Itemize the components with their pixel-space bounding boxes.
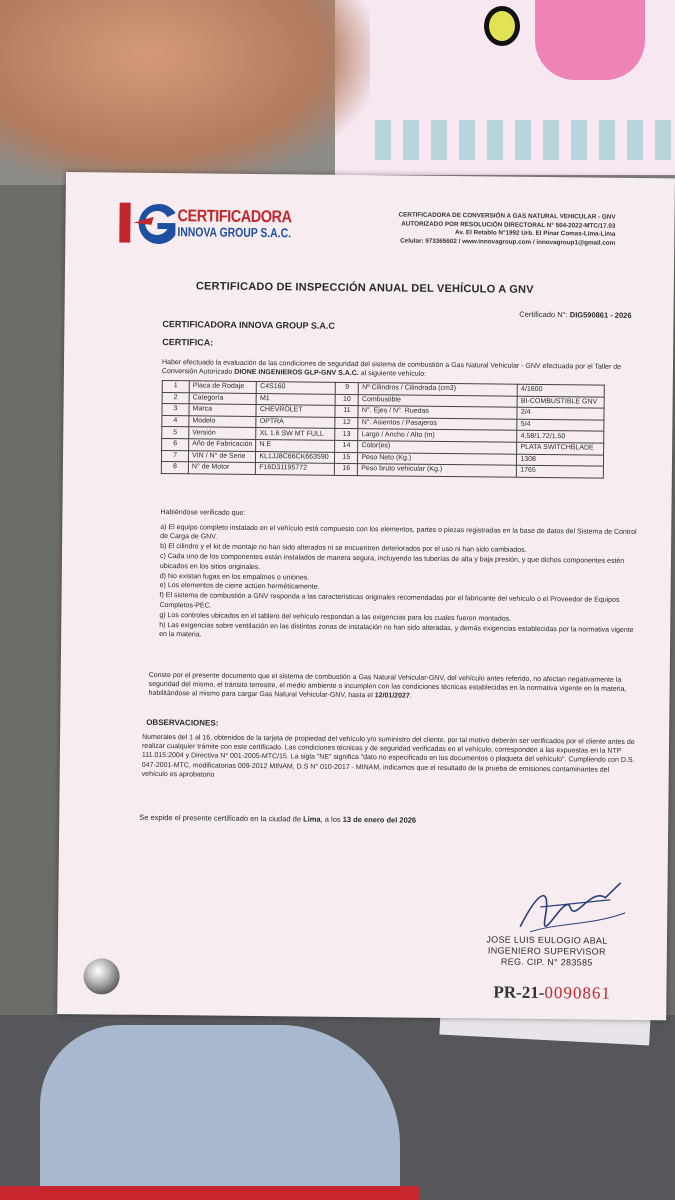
workshop-name: DIONE INGENIEROS GLP-GNV S.A.C. — [234, 368, 359, 378]
field-label-cell: N° de Motor — [188, 462, 255, 474]
row-number-cell: 16 — [335, 463, 358, 475]
logo-subtitle: INNOVA GROUP S.A.C. — [177, 224, 292, 241]
field-value-cell: N.E — [256, 439, 335, 451]
field-label-cell: Marca — [189, 404, 256, 416]
field-value-cell: 1765 — [517, 465, 604, 478]
row-number-cell: 9 — [336, 382, 359, 394]
field-label-cell: Placa de Rodaje — [189, 381, 256, 393]
cloth-pink-shape — [535, 0, 645, 80]
logo-name: CERTIFICADORA — [177, 206, 292, 227]
row-number-cell: 13 — [335, 429, 358, 441]
row-number-cell: 7 — [161, 450, 188, 462]
hand — [0, 0, 370, 185]
intro-paragraph — [162, 358, 632, 381]
row-number-cell: 2 — [162, 392, 189, 404]
issued-line — [139, 813, 416, 825]
observations-title: OBSERVACIONES: — [146, 717, 219, 728]
field-label-cell: N°. Asientos / Pasajeros — [358, 417, 517, 430]
field-value-cell: 1308 — [517, 454, 604, 467]
field-value-cell: BI-COMBUSTIBLE GNV — [517, 396, 604, 409]
issued-date: 13 de enero del 2026 — [342, 814, 417, 825]
verification-item: d) No existan fugas en los empalmes o uniones. — [159, 572, 310, 582]
field-label-cell: Combustible — [358, 394, 517, 407]
verification-item: h) Las exigencias sobre ventilación en las distintas zonas de instalación no han sido alteradas, y demás exigencias establecidas por la normativa vigente en la materia. — [159, 621, 634, 639]
field-value-cell: 5/4 — [517, 419, 604, 432]
field-value-cell: KL1JJ8C66CK663590 — [256, 451, 335, 463]
issued-pre: Se expide el presente certificado en la ciudad de — [139, 812, 302, 824]
document-title: CERTIFICADO DE INSPECCIÓN ANUAL DEL VEHÍCULO A GNV — [195, 280, 534, 296]
cloth-stripes — [375, 120, 675, 160]
certifying-company: CERTIFICADORA INNOVA GROUP S.A.C — [162, 319, 335, 331]
verification-title: Habiéndose verificado que: — [160, 509, 246, 517]
row-number-cell: 8 — [161, 462, 188, 474]
issued-city: Lima — [303, 814, 321, 824]
row-number-cell: 15 — [335, 452, 358, 464]
field-label-cell: Peso Neto (Kg.) — [358, 452, 517, 465]
field-value-cell: M1 — [256, 393, 335, 405]
row-number-cell: 5 — [162, 427, 189, 439]
certificate-document — [57, 172, 675, 1020]
red-strip — [0, 1186, 420, 1200]
intro-text: Haber efectuado la evaluación de las condiciones de seguridad del sistema de combustión a Gas Natural Vehicular - GNV efectuada por el Taller de Conversión Autorizado — [161, 359, 622, 376]
field-value-cell: C4S160 — [257, 382, 336, 394]
intro-end: al siguiente vehículo: — [360, 370, 427, 378]
patterned-cloth — [335, 0, 675, 175]
signer-role: INGENIERO SUPERVISOR — [487, 945, 606, 957]
verification-list — [159, 523, 638, 645]
serial-number — [493, 983, 611, 1004]
field-value-cell: 4/1600 — [518, 384, 605, 397]
signer-block — [472, 934, 622, 969]
verification-item: f) El sistema de combustión a GNV responda a las características originales recomendadas por el fabricante del vehículo o el Proveedor de Equipos Completos-PEC. — [159, 592, 620, 610]
row-number-cell: 6 — [162, 438, 189, 450]
verification-item: b) El cilindro y el kit de montaje no han sido alterados ni se encuentren deteriorados por el uso ni han sido cambiados. — [160, 543, 527, 555]
row-number-cell: 12 — [335, 417, 358, 429]
field-label-cell: Año de Fabricación — [189, 439, 256, 451]
field-value-cell: 4.58/1.72/1.50 — [517, 431, 604, 444]
signer-name: JOSE LUIS EULOGIO ABAL — [486, 934, 608, 946]
logo-text — [177, 207, 319, 240]
row-number-cell: 14 — [335, 440, 358, 452]
field-label-cell: Color(es) — [358, 441, 517, 454]
vehicle-table — [161, 380, 605, 478]
company-info-line: Av. El Retablo N°1992 Urb. El Pinar Comas-Lima-Lima — [455, 229, 616, 238]
certificate-number — [519, 310, 631, 320]
field-value-cell: CHEVROLET — [256, 405, 335, 417]
field-value-cell: PLATA SWITCHBLADE — [517, 442, 604, 455]
field-label-cell: Categoría — [189, 392, 256, 404]
row-number-cell: 10 — [335, 394, 358, 406]
validity-date: 12/01/2027 — [374, 692, 410, 701]
field-label-cell: Modelo — [189, 416, 256, 428]
conste-text: Conste por el presente documento que el sistema de combustión a Gas Natural Vehicular-GNV, del vehículo antes referido, no afectan negativamente la seguridad del mismo, el tránsito terrestre, el medio ambiente o incumplen con las condiciones técnicas establecidas en la normativa vigente en la materia, habilitándose al mismo para cargar Gas Natural Vehicular-GNV, hasta el — [148, 671, 627, 700]
row-number-cell: 11 — [335, 406, 358, 418]
cloth-eye-shape — [484, 6, 520, 46]
signer-registration: REG. CIP. N° 283585 — [500, 956, 593, 968]
company-info-line: AUTORIZADO POR RESOLUCIÓN DIRECTORAL N° 504-2022-MTC/17.03 — [401, 220, 616, 230]
certificate-number-label: Certificado N°: — [519, 309, 568, 320]
field-label-cell: Largo / Ancho / Alto (m) — [358, 429, 517, 442]
field-label-cell: Peso bruto vehicular (Kg.) — [358, 464, 517, 477]
serial-prefix: PR-21- — [493, 982, 545, 1003]
field-value-cell: F16D31195772 — [256, 463, 335, 475]
shirt — [40, 1025, 400, 1200]
signature-icon — [510, 877, 631, 938]
field-label-cell: Nº Cilindros / Cilindrada (cm3) — [359, 383, 518, 396]
verification-item: c) Cada uno de los componentes están instalados de manera segura, incluyendo las tuberías de alta y baja presión, y que dichos componentes estén ubicados en los sitios originales. — [159, 553, 625, 571]
photo-background-bottom — [0, 1015, 675, 1200]
row-number-cell: 1 — [162, 381, 189, 393]
field-value-cell: OPTRA — [256, 416, 335, 428]
observations-text: Numerales del 1 al 16, obtenidos de la tarjeta de propiedad del vehículo y/o suministro del cliente, por tal motivo deberán ser verificados por el cliente antes de realizar cualquier trámite con este certificado. Las condiciones técnicas y de seguridad verificadas en el vehículo, corresponden a las expuestas en la NTP 111.015:2004 y Directiva N° 001-2005-MTC/15. La sigla "NE" significa "dato no especificado en los documentos o plaqueta del vehículo". Cumpliendo con D.S. 047-2001-MTC, modificatorias 009-2012 MINAM, D.S N° 010-2017 - MINAM, indicamos que el resultado de la prueba de emisiones contaminantes del vehículo es aprobatorio — [141, 733, 635, 779]
field-label-cell: Versión — [189, 427, 256, 439]
field-value-cell: XL 1.6 SW MT FULL — [256, 428, 335, 440]
row-number-cell: 4 — [162, 415, 189, 427]
hologram-sticker-icon — [83, 958, 119, 994]
field-label-cell: VIN / N° de Serie — [188, 450, 255, 462]
company-info-line: Celular: 973365602 / www.innovagroup.com / innovagroup1@gmail.com — [400, 237, 616, 247]
field-label-cell: N°. Ejes / N°. Ruedas — [358, 406, 517, 419]
company-info-line: CERTIFICADORA DE CONVERSIÓN A GAS NATURAL VEHICULAR - GNV — [398, 211, 616, 221]
certificate-number-value: DIG590861 - 2026 — [569, 310, 632, 320]
verification-item: e) Los elementos de cierre actúen herméticamente. — [159, 582, 320, 592]
verification-item: g) Los controles ubicados en el tablero del vehículo respondan a las exigencias para los cuales fueron montados. — [159, 611, 512, 623]
company-info — [315, 211, 615, 248]
issued-mid: , a los — [320, 814, 341, 824]
verification-item: a) El equipo completo instalado en el vehículo está compuesto con los elementos, partes o piezas registradas en la base de datos del Sistema de Control de Carga de GNV. — [160, 524, 637, 542]
serial-value: 0090861 — [544, 983, 612, 1003]
certifica-heading: CERTIFICA: — [162, 337, 214, 348]
row-number-cell: 3 — [162, 404, 189, 416]
conste-paragraph: Conste por el presente documento que el sistema de combustión a Gas Natural Vehicular-GNV, del vehículo antes referido, no afectan negativamente la seguridad del mismo, el tránsito terrestre, el medio ambiente o incumplen con las condiciones técnicas establecidas en la normativa vigente en la materia, habilitándose al mismo para cargar Gas Natural Vehicular-GNV, hasta el 12/01/2027. — [148, 671, 627, 701]
field-value-cell: 2/4 — [517, 407, 604, 420]
